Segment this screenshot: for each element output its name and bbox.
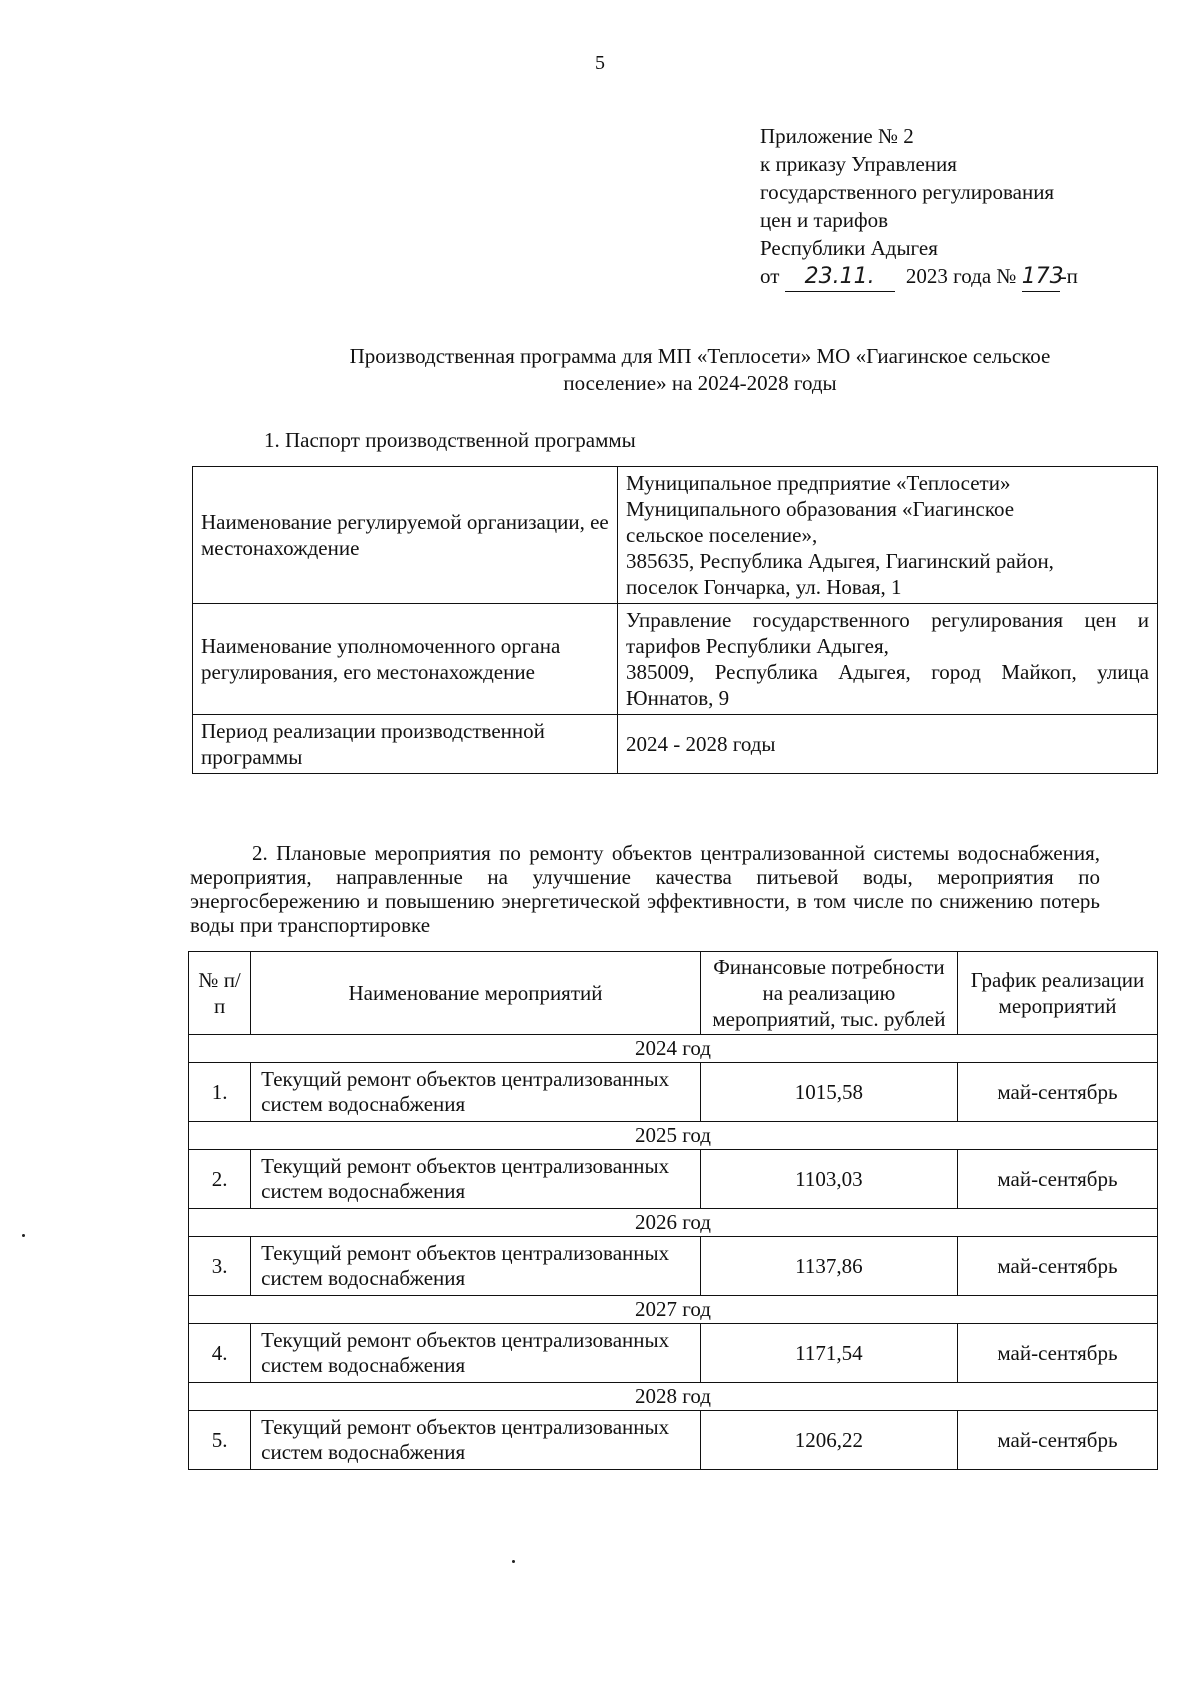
- table-row: [189, 1150, 1158, 1209]
- header-schedule: График реализации мероприятий: [957, 952, 1157, 1035]
- passport-value-line: 385009, Республика Адыгея, город Майкоп, улица Юннатов, 9: [626, 660, 1149, 710]
- row-schedule: май-сентябрь: [957, 1411, 1157, 1470]
- row-finance: 1171,54: [700, 1324, 957, 1383]
- document-title: [250, 343, 1150, 397]
- measures-header-row: [189, 952, 1158, 1035]
- row-finance: 1103,03: [700, 1150, 957, 1209]
- passport-value-line: Управление государственного регулирования цен и тарифов Республики Адыгея,: [626, 608, 1149, 658]
- year-row: [189, 1209, 1158, 1237]
- passport-value-line: 385635, Республика Адыгея, Гиагинский район,: [626, 549, 1054, 573]
- appendix-line: к приказу Управления: [760, 152, 957, 176]
- section2-text: Плановые мероприятия по ремонту объектов централизованной системы водоснабжения, мероприятия, направленные на улучшение качества питьевой воды, мероприятия по энергосбережению и повышению энергетической эффективности, в том числе по снижению потерь воды при транспортировке: [190, 841, 1100, 937]
- row-number: 3.: [189, 1237, 251, 1296]
- row-schedule: май-сентябрь: [957, 1324, 1157, 1383]
- appendix-prefix: от: [760, 264, 780, 288]
- year-label: 2024 год: [189, 1035, 1158, 1063]
- passport-row: [193, 715, 1158, 774]
- year-label: 2027 год: [189, 1296, 1158, 1324]
- table-row: [189, 1324, 1158, 1383]
- appendix-line: цен и тарифов: [760, 208, 889, 232]
- handwritten-number: 173: [1022, 263, 1060, 292]
- passport-table: [192, 466, 1158, 774]
- handwritten-date: 23.11.: [785, 263, 895, 292]
- year-label: 2025 год: [189, 1122, 1158, 1150]
- passport-value: [618, 604, 1158, 715]
- passport-value: [618, 715, 1158, 774]
- passport-row: [193, 604, 1158, 715]
- row-finance: 1015,58: [700, 1063, 957, 1122]
- appendix-date-line: [760, 262, 1078, 292]
- appendix-line: Республики Адыгея: [760, 236, 938, 260]
- passport-row: [193, 467, 1158, 604]
- table-row: [189, 1063, 1158, 1122]
- header-finance: Финансовые потребности на реализацию мероприятий, тыс. рублей: [700, 952, 957, 1035]
- document-title-line: Производственная программа для МП «Теплосети» МО «Гиагинское сельское: [349, 344, 1051, 368]
- document-title-line: поселение» на 2024-2028 годы: [563, 371, 837, 395]
- section2-paragraph: [190, 841, 1100, 937]
- year-row: [189, 1296, 1158, 1324]
- passport-value-line: поселок Гончарка, ул. Новая, 1: [626, 575, 902, 599]
- page-number: 5: [595, 52, 605, 74]
- passport-key: Наименование регулируемой организации, ее местонахождение: [193, 467, 618, 604]
- header-name: Наименование мероприятий: [251, 952, 701, 1035]
- row-schedule: май-сентябрь: [957, 1150, 1157, 1209]
- appendix-line: Приложение № 2: [760, 124, 914, 148]
- passport-value-line: Муниципальное предприятие «Теплосети»: [626, 471, 1011, 495]
- scan-speck: [22, 1234, 25, 1237]
- row-finance: 1206,22: [700, 1411, 957, 1470]
- row-schedule: май-сентябрь: [957, 1063, 1157, 1122]
- scan-speck: [512, 1560, 515, 1563]
- appendix-suffix: -п: [1059, 264, 1078, 288]
- passport-key: Период реализации производственной программы: [193, 715, 618, 774]
- table-row: [189, 1411, 1158, 1470]
- row-number: 4.: [189, 1324, 251, 1383]
- row-name: Текущий ремонт объектов централизованных систем водоснабжения: [251, 1411, 701, 1470]
- row-number: 1.: [189, 1063, 251, 1122]
- year-row: [189, 1122, 1158, 1150]
- appendix-block: [760, 122, 1078, 292]
- header-num: № п/п: [189, 952, 251, 1035]
- passport-key: Наименование уполномоченного органа регулирования, его местонахождение: [193, 604, 618, 715]
- passport-value-line: Муниципального образования «Гиагинское: [626, 497, 1015, 521]
- measures-table: [188, 951, 1158, 1470]
- year-label: 2028 год: [189, 1383, 1158, 1411]
- year-label: 2026 год: [189, 1209, 1158, 1237]
- row-name: Текущий ремонт объектов централизованных систем водоснабжения: [251, 1150, 701, 1209]
- row-name: Текущий ремонт объектов централизованных систем водоснабжения: [251, 1237, 701, 1296]
- row-number: 5.: [189, 1411, 251, 1470]
- table-row: [189, 1237, 1158, 1296]
- row-schedule: май-сентябрь: [957, 1237, 1157, 1296]
- row-finance: 1137,86: [700, 1237, 957, 1296]
- row-name: Текущий ремонт объектов централизованных систем водоснабжения: [251, 1324, 701, 1383]
- year-row: [189, 1383, 1158, 1411]
- appendix-year-text: 2023 года №: [905, 264, 1017, 288]
- section1-title: 1. Паспорт производственной программы: [264, 428, 636, 452]
- section2-number: 2.: [252, 841, 268, 865]
- row-number: 2.: [189, 1150, 251, 1209]
- year-row: [189, 1035, 1158, 1063]
- passport-value-line: сельское поселение»,: [626, 523, 818, 547]
- row-name: Текущий ремонт объектов централизованных систем водоснабжения: [251, 1063, 701, 1122]
- appendix-line: государственного регулирования: [760, 180, 1055, 204]
- passport-value: [618, 467, 1158, 604]
- passport-value-line: 2024 - 2028 годы: [626, 732, 776, 756]
